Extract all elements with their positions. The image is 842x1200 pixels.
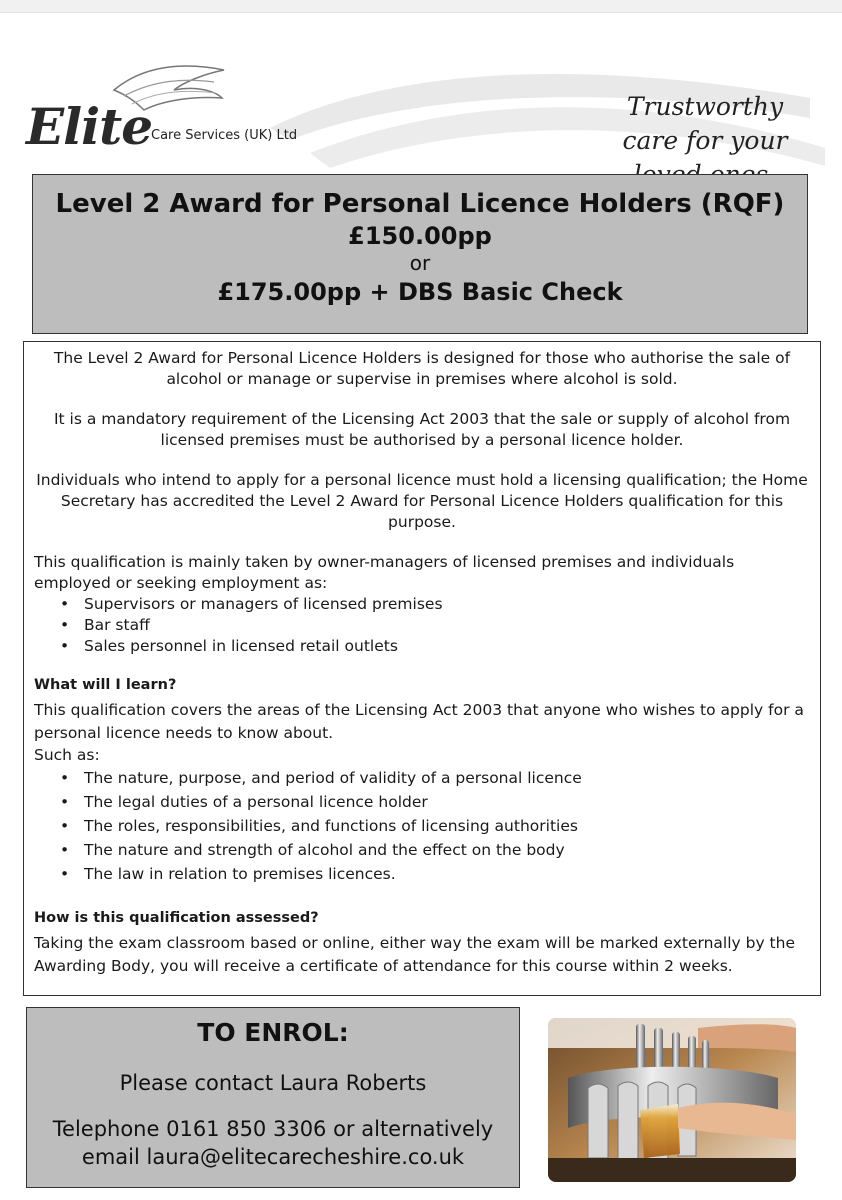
enrol-title: TO ENROL: <box>197 1018 349 1047</box>
list-item: • The law in relation to premises licences. <box>84 862 810 886</box>
telephone-line: Telephone 0161 850 3306 or alternatively <box>52 1117 494 1141</box>
assess-text: Taking the exam classroom based or online, either way the exam will be marked externally by the Awarding Body, you will receive a certificate of attendance for this course within 2 weeks. <box>34 934 795 975</box>
course-title-box <box>32 174 808 334</box>
list-item: • The roles, responsibilities, and functions of licensing authorities <box>84 814 810 838</box>
beer-tap-image <box>548 1018 796 1182</box>
price-or: or <box>409 251 431 275</box>
learn-text: This qualification covers the areas of the Licensing Act 2003 that anyone who wishes to apply for a personal licence needs to know about. <box>34 701 804 742</box>
tagline-line: Trustworthy <box>626 92 784 121</box>
such-as-text: Such as: <box>34 746 100 764</box>
assess-heading: How is this qualification assessed? <box>34 910 319 926</box>
list-item: • The nature, purpose, and period of validity of a personal licence <box>84 766 810 790</box>
intro-paragraph: The Level 2 Award for Personal Licence Holders is designed for those who authorise the sale of alcohol or manage or supervise in premises where alcohol is sold. <box>53 349 791 388</box>
price-standard: £150.00pp <box>348 222 492 250</box>
intro-paragraph: Individuals who intend to apply for a personal licence must hold a licensing qualification; the Home Secretary has accredited the Level 2 Award for Personal Licence Holders qualification for this purpose. <box>36 471 808 531</box>
beer-tap-photo <box>548 1018 796 1182</box>
course-description <box>23 341 821 996</box>
logo-subtitle: Care Services (UK) Ltd <box>151 128 298 143</box>
list-item: • Sales personnel in licensed retail outlets <box>84 636 810 657</box>
intro-paragraph: It is a mandatory requirement of the Licensing Act 2003 that the sale or supply of alcohol from licensed premises must be authorised by a personal licence holder. <box>53 410 791 449</box>
list-item: • Supervisors or managers of licensed premises <box>84 594 810 615</box>
topics-list <box>34 766 810 886</box>
email-line: email laura@elitecarecheshire.co.uk <box>81 1145 465 1169</box>
course-title: Level 2 Award for Personal Licence Holders (RQF) <box>55 189 785 219</box>
list-item: • The legal duties of a personal licence holder <box>84 790 810 814</box>
tagline-line: care for your <box>622 126 788 155</box>
list-item: • Bar staff <box>84 615 810 636</box>
enrol-box <box>26 1007 520 1188</box>
taken-by-text: This qualification is mainly taken by owner-managers of licensed premises and individuals employed or seeking employment as: <box>34 553 735 592</box>
page-top-strip <box>0 0 842 13</box>
company-logo <box>26 97 298 156</box>
roles-list <box>34 594 810 657</box>
contact-name: Please contact Laura Roberts <box>119 1071 427 1095</box>
price-with-dbs: £175.00pp + DBS Basic Check <box>217 278 623 306</box>
logo-wordmark: Elite <box>26 97 153 156</box>
list-item: • The nature and strength of alcohol and the effect on the body <box>84 838 810 862</box>
page-header <box>0 40 842 170</box>
bird-icon <box>104 60 234 120</box>
learn-heading: What will I learn? <box>34 677 177 693</box>
